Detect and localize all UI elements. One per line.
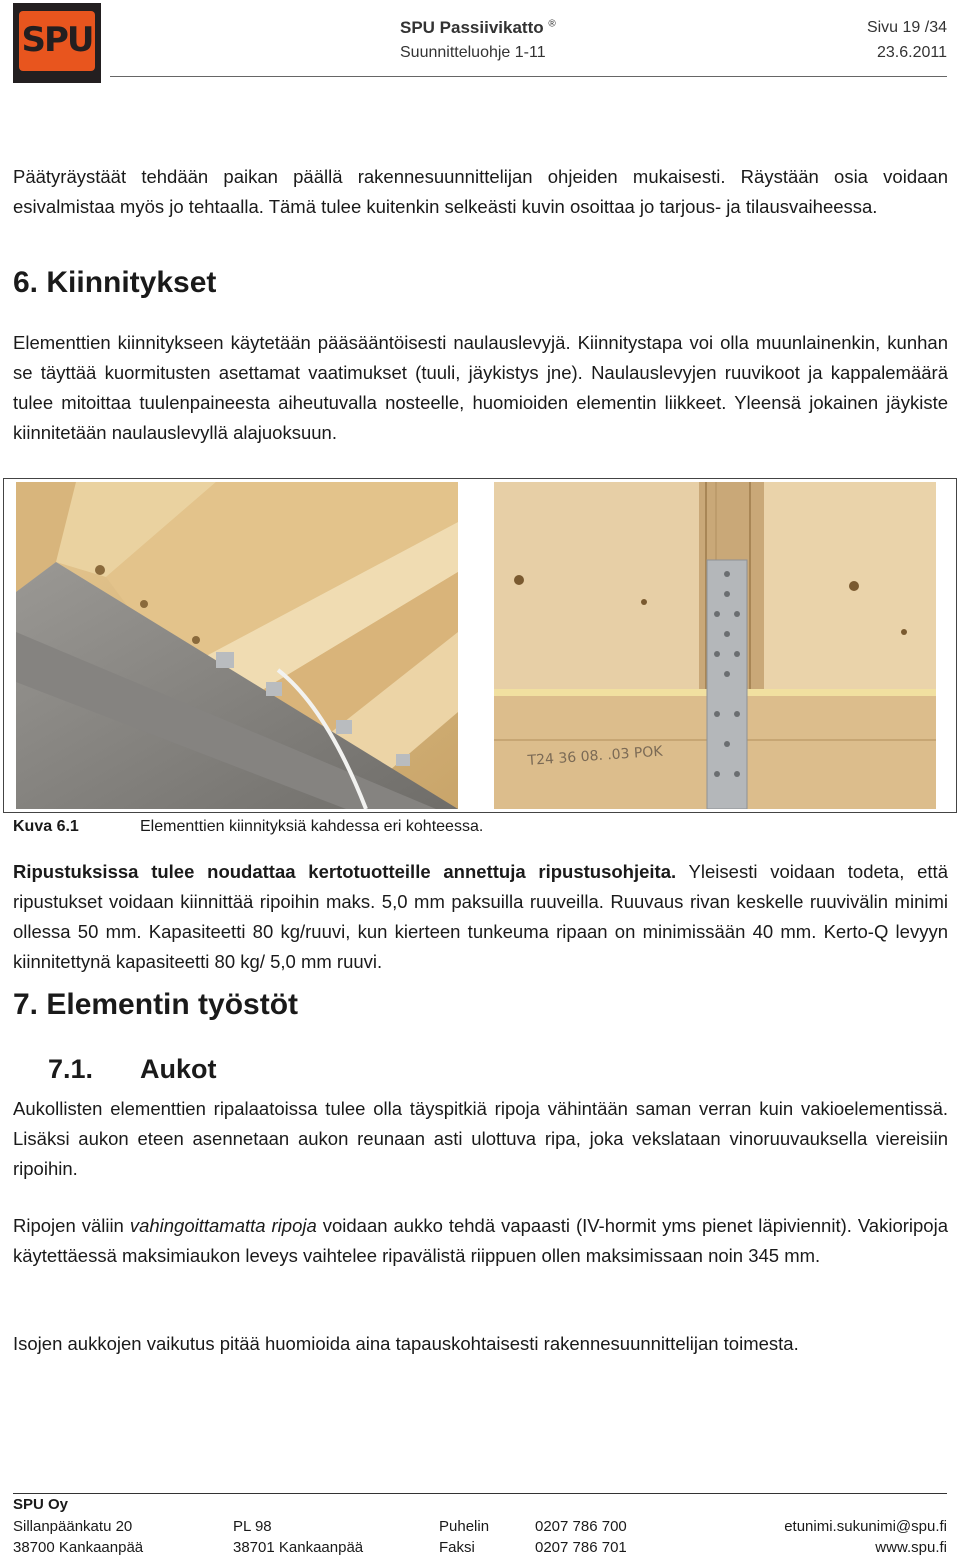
- para2-lead: Ripojen väliin: [13, 1215, 130, 1236]
- footer-website[interactable]: www.spu.fi: [875, 1539, 947, 1556]
- header-divider: [110, 76, 947, 77]
- footer-phone: 0207 786 700: [535, 1518, 627, 1535]
- subsection-title: Aukot: [140, 1054, 217, 1084]
- hanging-paragraph: [13, 857, 948, 977]
- footer-city: 38700 Kankaanpää: [13, 1539, 144, 1556]
- logo-text: SPU: [21, 20, 93, 60]
- document-title: [400, 18, 556, 38]
- para2-tail: voidaan aukko tehdä vapaasti (IV-hormit yms pienet läpiviennit). Vakioripoja käytettäessä maksimiaukon leveys vaihtelee ripavälistä riippuen ollen maksimissaan noin 345 mm.: [13, 1215, 948, 1266]
- registered-mark: ®: [548, 18, 556, 30]
- openings-paragraph-1: Aukollisten elementtien ripalaatoissa tulee olla täyspitkiä ripoja vähintään saman verran kuin vakioelementissä. Lisäksi aukon eteen asennetaan aukon reunaan asti ulottuva ripa, joka vekslataan vinoruuvauksella viereisiin ripoihin.: [13, 1098, 948, 1179]
- intro-paragraph: Päätyräystäät tehdään paikan päällä rakennesuunnittelijan ohjeiden mukaisesti. Räystään osia voidaan esivalmistaa myös jo tehtaalla. Tämä tulee kuitenkin selkeästi kuvin osoittaa jo tarjous- ja tilausvaiheessa.: [13, 166, 948, 217]
- page-number: Sivu 19 /34: [866, 19, 947, 36]
- figure-caption: Elementtien kiinnityksiä kahdessa eri kohteessa.: [140, 818, 484, 835]
- figure-frame: [3, 478, 957, 813]
- openings-paragraph-3: Isojen aukkojen vaikutus pitää huomioida aina tapauskohtaisesti rakennesuunnittelijan toimesta.: [13, 1333, 799, 1354]
- footer-email[interactable]: etunimi.sukunimi@spu.fi: [784, 1518, 947, 1535]
- logo-badge: [19, 11, 95, 71]
- figure-label: Kuva 6.1: [13, 818, 79, 835]
- hanging-body-text: Yleisesti voidaan todeta, että ripustukset voidaan kiinnittää ripoihin maks. 5,0 mm paksuilla ruuveilla. Ruuvaus rivan keskelle ruuvivälin minimi ollessa 50 mm. Kapasiteetti 80 kg/ruuvi, kun kierteen tunkeuma ripaan on minimissään 40 mm. Kerto-Q levyyn kiinnitettynä kapasiteetti 80 kg/ 5,0 mm ruuvi.: [13, 861, 948, 972]
- footer-phone-label: Puhelin: [439, 1518, 490, 1535]
- title-text: SPU Passiivikatto: [400, 18, 544, 37]
- document-subtitle: Suunnitteluohje 1-11: [400, 44, 546, 61]
- section-heading-6: 6. Kiinnitykset: [13, 266, 217, 299]
- footer-street: Sillanpäänkatu 20: [13, 1518, 133, 1535]
- document-date: 23.6.2011: [877, 44, 947, 61]
- footer-fax: 0207 786 701: [535, 1539, 627, 1556]
- footer-po-city: 38701 Kankaanpää: [233, 1539, 364, 1556]
- section6-paragraph: Elementtien kiinnitykseen käytetään pääsääntöisesti naulauslevyjä. Kiinnitystapa voi olla muunlainenkin, kunhan se täyttää kuormitusten asettamat vaatimukset (tuuli, jäykistys jne). Naulauslevyjen ruuvikoot ja kappalemäärä tulee mitoittaa tuulenpaineesta aiheutuvalla nosteelle, huomioiden elementin liikkeet. Yleensä jokainen jäykiste kiinnitetään naulauslevyllä alajuoksuun.: [13, 332, 948, 443]
- footer-fax-label: Faksi: [439, 1539, 475, 1556]
- hanging-bold-text: Ripustuksissa tulee noudattaa kertotuotteille annettuja ripustusohjeita.: [13, 861, 677, 882]
- subsection-number: 7.1.: [48, 1054, 94, 1084]
- openings-paragraph-2: [13, 1211, 948, 1271]
- company-logo: [13, 3, 101, 83]
- footer-company: SPU Oy: [13, 1496, 69, 1513]
- photo-metal-strap: [494, 482, 936, 809]
- footer-po-box: PL 98: [233, 1518, 272, 1535]
- footer-divider: [13, 1493, 947, 1494]
- photo-ceiling-joists: [16, 482, 458, 809]
- para2-italic: vahingoittamatta ripoja: [129, 1215, 317, 1236]
- section-heading-7: 7. Elementin työstöt: [13, 988, 299, 1021]
- timber-stamp-text: T24 36 08. .03 POK: [527, 743, 664, 769]
